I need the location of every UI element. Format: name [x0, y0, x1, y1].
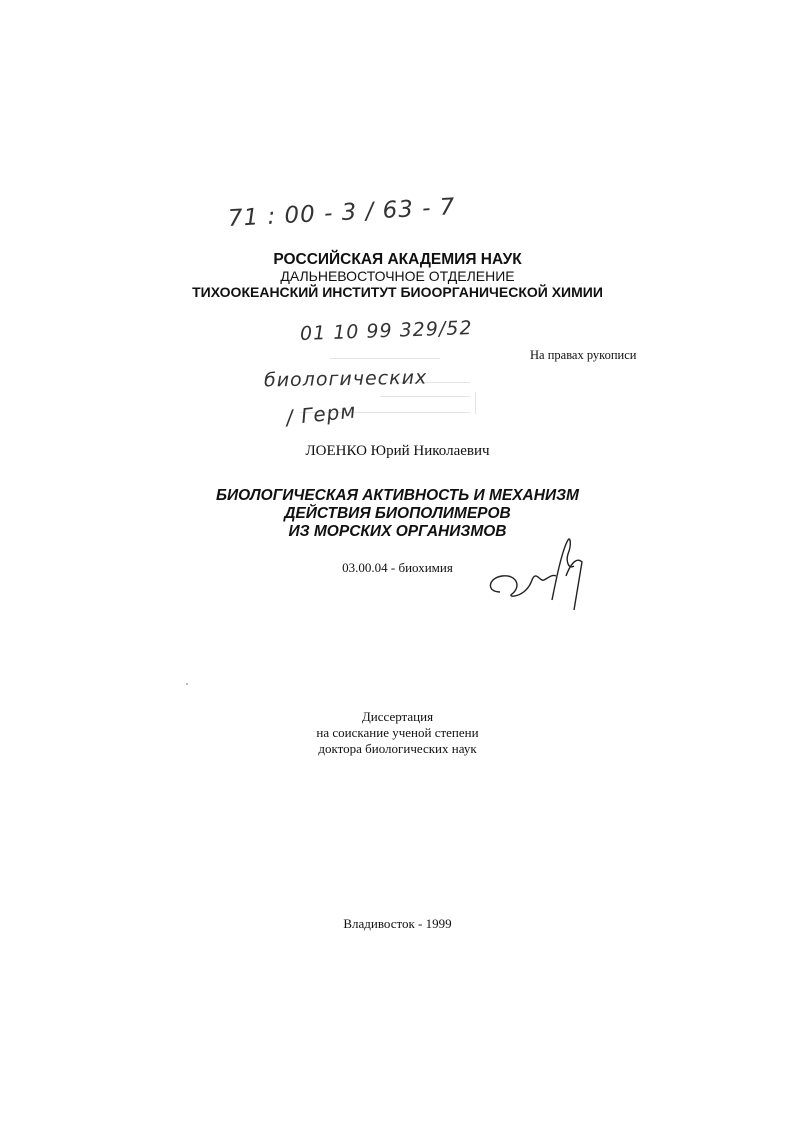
scan-residue-line: [380, 396, 470, 397]
dissertation-label: Диссертация: [361, 709, 434, 724]
manuscript-rights-note: На правах рукописи: [530, 348, 637, 362]
dissertation-title: [0, 487, 795, 541]
institute-name: ТИХООКЕАНСКИЙ ИНСТИТУТ БИООРГАНИЧЕСКОЙ ХИМИИ: [192, 284, 603, 300]
handwritten-note-short: / Герм: [284, 398, 358, 430]
author-name: ЛОЕНКО Юрий Николаевич: [305, 443, 490, 459]
handwritten-archive-code: 71 : 00 - 3 / 63 - 7: [227, 194, 457, 232]
degree-line-1: на соискание ученой степени: [316, 725, 479, 740]
author-signature: [482, 530, 592, 615]
scan-dot: [186, 683, 188, 685]
branch-name: ДАЛЬНЕВОСТОЧНОЕ ОТДЕЛЕНИЕ: [280, 268, 515, 284]
scan-residue-line: [330, 358, 440, 359]
scan-residue-line: [475, 392, 476, 414]
handwritten-note-word: биологических: [263, 366, 428, 392]
title-line-2: ДЕЙСТВИЯ БИОПОЛИМЕРОВ: [284, 505, 511, 522]
handwritten-date-stamp: 01 10 99 329/52: [299, 316, 473, 346]
specialty-code: 03.00.04 - биохимия: [342, 560, 453, 575]
city-year: Владивосток - 1999: [343, 916, 452, 931]
title-line-3: ИЗ МОРСКИХ ОРГАНИЗМОВ: [288, 523, 507, 540]
academy-name: РОССИЙСКАЯ АКАДЕМИЯ НАУК: [273, 251, 522, 268]
title-line-1: БИОЛОГИЧЕСКАЯ АКТИВНОСТЬ И МЕХАНИЗМ: [216, 487, 579, 504]
degree-line-2: доктора биологических наук: [318, 741, 477, 756]
